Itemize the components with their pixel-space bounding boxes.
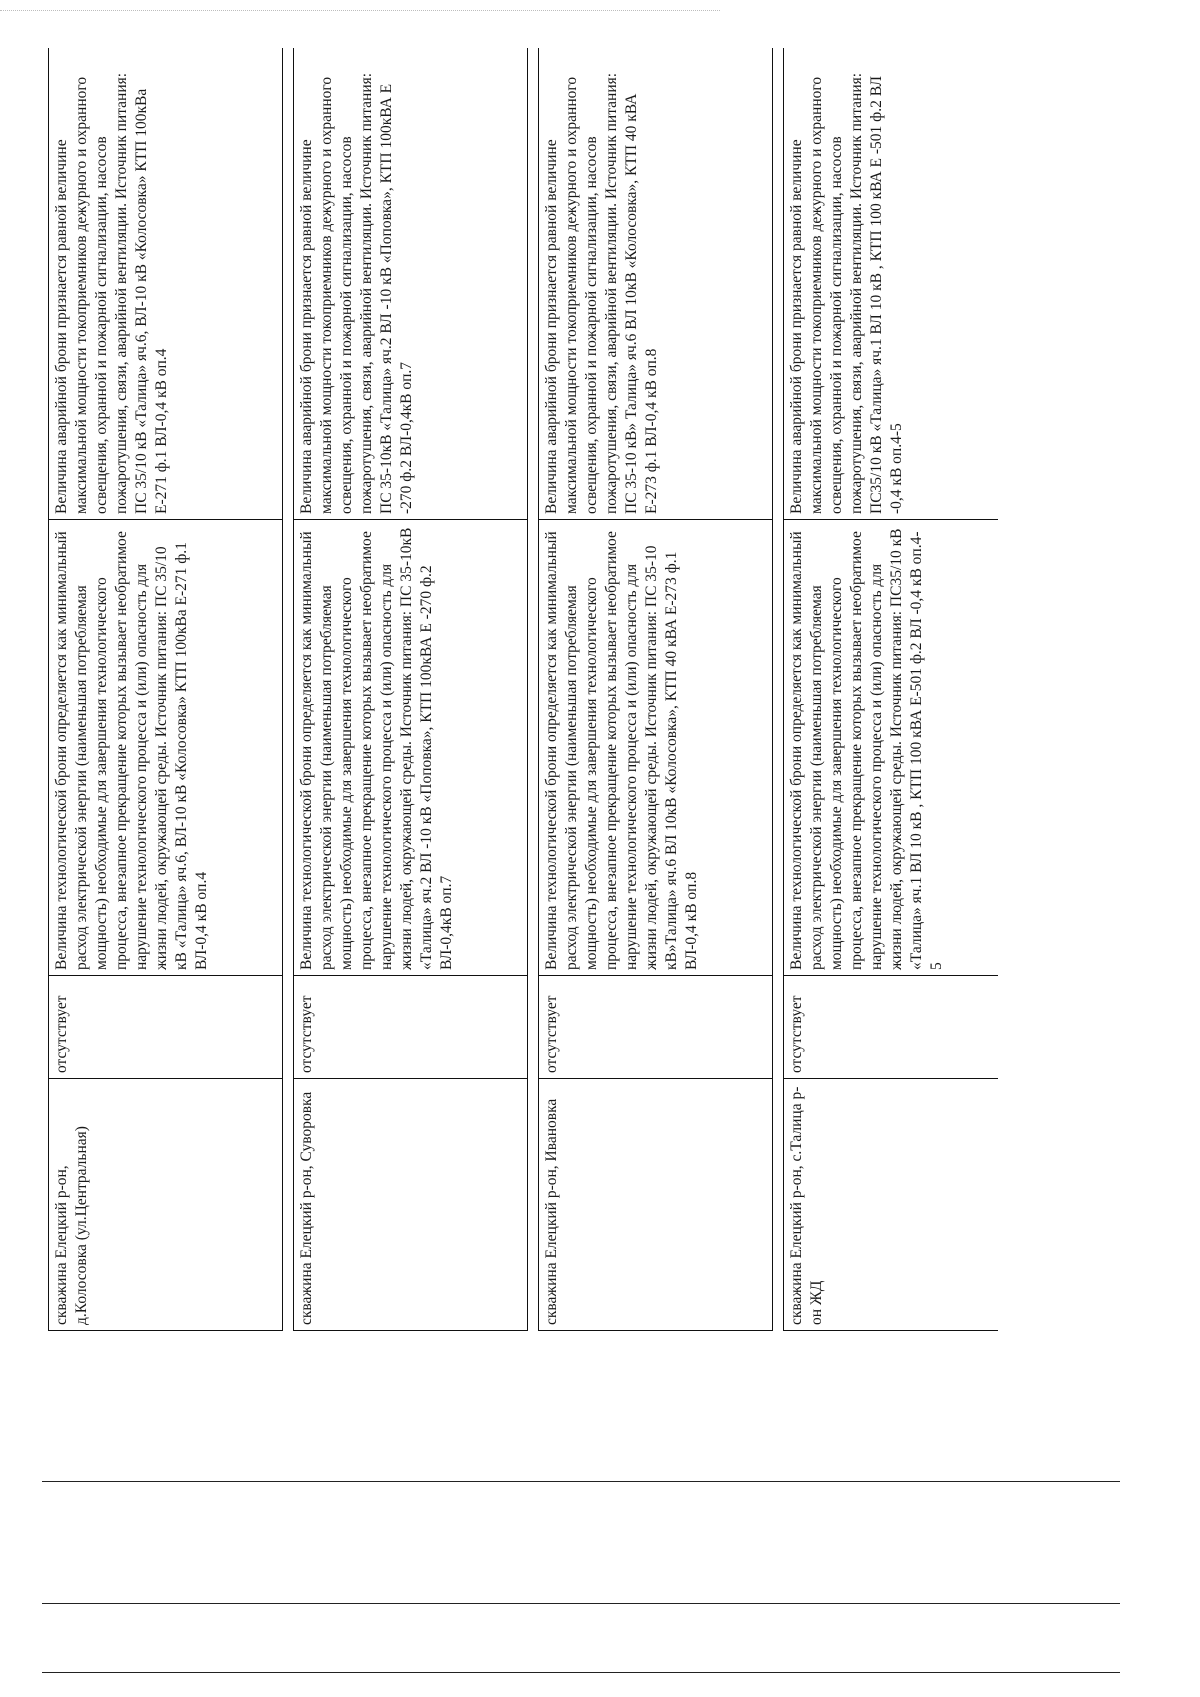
emergency-reserve-cell: Величина аварийной брони признается равной величине максимальной мощности токоприемников дежурного и охранного освещения, охранной и пожарной сигнализации, насосов пожаротушения, связи, аварийной вентиляции. Источник питания: ПС35/10 кВ «Талица» яч.1 ВЛ 10 кВ , КТП 100 кВА Е -501 ф.2 ВЛ -0,4 кВ оп.4-5: [784, 48, 999, 520]
object-cell: скважина Елецкий р-он, Ивановка: [539, 1079, 773, 1331]
row-separator: [773, 48, 784, 1331]
object-cell: скважина Елецкий р-он, д.Колосовка (ул.Центральная): [49, 1079, 283, 1331]
tech-reserve-cell: Величина технологической брони определяется как минимальный расход электрической энергии (наименьшая потребляемая мощность) необходимые для завершения технологического процесса, внезапное прекращение которых вызывает необратимое нарушение технологического процесса и (или) опасность для жизни людей, окружающей среды. Источник питания: ПС 35-10кВ «Талица» яч.2 ВЛ -10 кВ «Поповка», КТП 100кВА Е -270 ф.2 ВЛ-0,4кВ оп.7: [294, 520, 528, 976]
row-separator: [283, 48, 294, 1331]
status-cell: отсутствует: [294, 976, 528, 1079]
tech-reserve-cell: Величина технологической брони определяется как минимальный расход электрической энергии (наименьшая потребляемая мощность) необходимые для завершения технологического процесса, внезапное прекращение которых вызывает необратимое нарушение технологического процесса и (или) опасность для жизни людей, окружающей среды. Источник питания: ПС35/10 кВ «Талица» яч.1 ВЛ 10 кВ , КТП 100 кВА Е-501 ф.2 ВЛ -0,4 кВ оп.4-5: [784, 520, 999, 976]
status-cell: отсутствует: [539, 976, 773, 1079]
table-row: [784, 48, 999, 1331]
object-cell: скважина Елецкий р-он, Суворовка: [294, 1079, 528, 1331]
table-row: [49, 48, 283, 1331]
emergency-reserve-cell: Величина аварийной брони признается равной величине максимальной мощности токоприемников дежурного и охранного освещения, охранной и пожарной сигнализации, насосов пожаротушения, связи, аварийной вентиляции. Источник питания: ПС 35-10 кВ» Талица» яч.6 ВЛ 10кВ «Колосовка», КТП 40 кВА Е-273 ф.1 ВЛ-0,4 кВ оп.8: [539, 48, 773, 520]
signature-line: [42, 1481, 1120, 1482]
scan-edge-line: [0, 10, 720, 11]
table-row: [294, 48, 528, 1331]
object-cell: скважина Елецкий р-он, с.Талица р-он ЖД: [784, 1079, 999, 1331]
signature-line: [42, 1603, 1120, 1604]
emergency-reserve-cell: Величина аварийной брони признается равной величине максимальной мощности токоприемников дежурного и охранного освещения, охранной и пожарной сигнализации, насосов пожаротушения, связи, аварийной вентиляции. Источник питания: ПС 35/10 кВ «Талица» яч.6, ВЛ-10 кВ «Колосовка» КТП 100кВа Е-271 ф.1 ВЛ-0,4 кВ оп.4: [49, 48, 283, 520]
table-row: [539, 48, 773, 1331]
status-cell: отсутствует: [49, 976, 283, 1079]
row-separator: [528, 48, 539, 1331]
power-reserve-table: [48, 48, 998, 1331]
emergency-reserve-cell: Величина аварийной брони признается равной величине максимальной мощности токоприемников дежурного и охранного освещения, охранной и пожарной сигнализации, насосов пожаротушения, связи, аварийной вентиляции. Источник питания: ПС 35-10кВ «Талица» яч.2 ВЛ -10 кВ «Поповка», КТП 100кВА Е -270 ф.2 ВЛ-0,4кВ оп.7: [294, 48, 528, 520]
tech-reserve-cell: Величина технологической брони определяется как минимальный расход электрической энергии (наименьшая потребляемая мощность) необходимые для завершения технологического процесса, внезапное прекращение которых вызывает необратимое нарушение технологического процесса и (или) опасность для жизни людей, окружающей среды. Источник питания: ПС 35-10 кВ»Талица» яч.6 ВЛ 10кВ «Колосовка», КТП 40 кВА Е-273 ф.1 ВЛ-0,4 кВ оп.8: [539, 520, 773, 976]
status-cell: отсутствует: [784, 976, 999, 1079]
signature-line: [42, 1672, 1120, 1673]
rotated-table-content: [48, 48, 998, 1331]
tech-reserve-cell: Величина технологической брони определяется как минимальный расход электрической энергии (наименьшая потребляемая мощность) необходимые для завершения технологического процесса, внезапное прекращение которых вызывает необратимое нарушение технологического процесса и (или) опасность для жизни людей, окружающей среды. Источник питания: ПС 35/10 кВ «Талица» яч.6, ВЛ-10 кВ «Колосовка» КТП 100кВа Е-271 ф.1 ВЛ-0,4 кВ оп.4: [49, 520, 283, 976]
rotated-table-frame: [48, 48, 998, 1331]
